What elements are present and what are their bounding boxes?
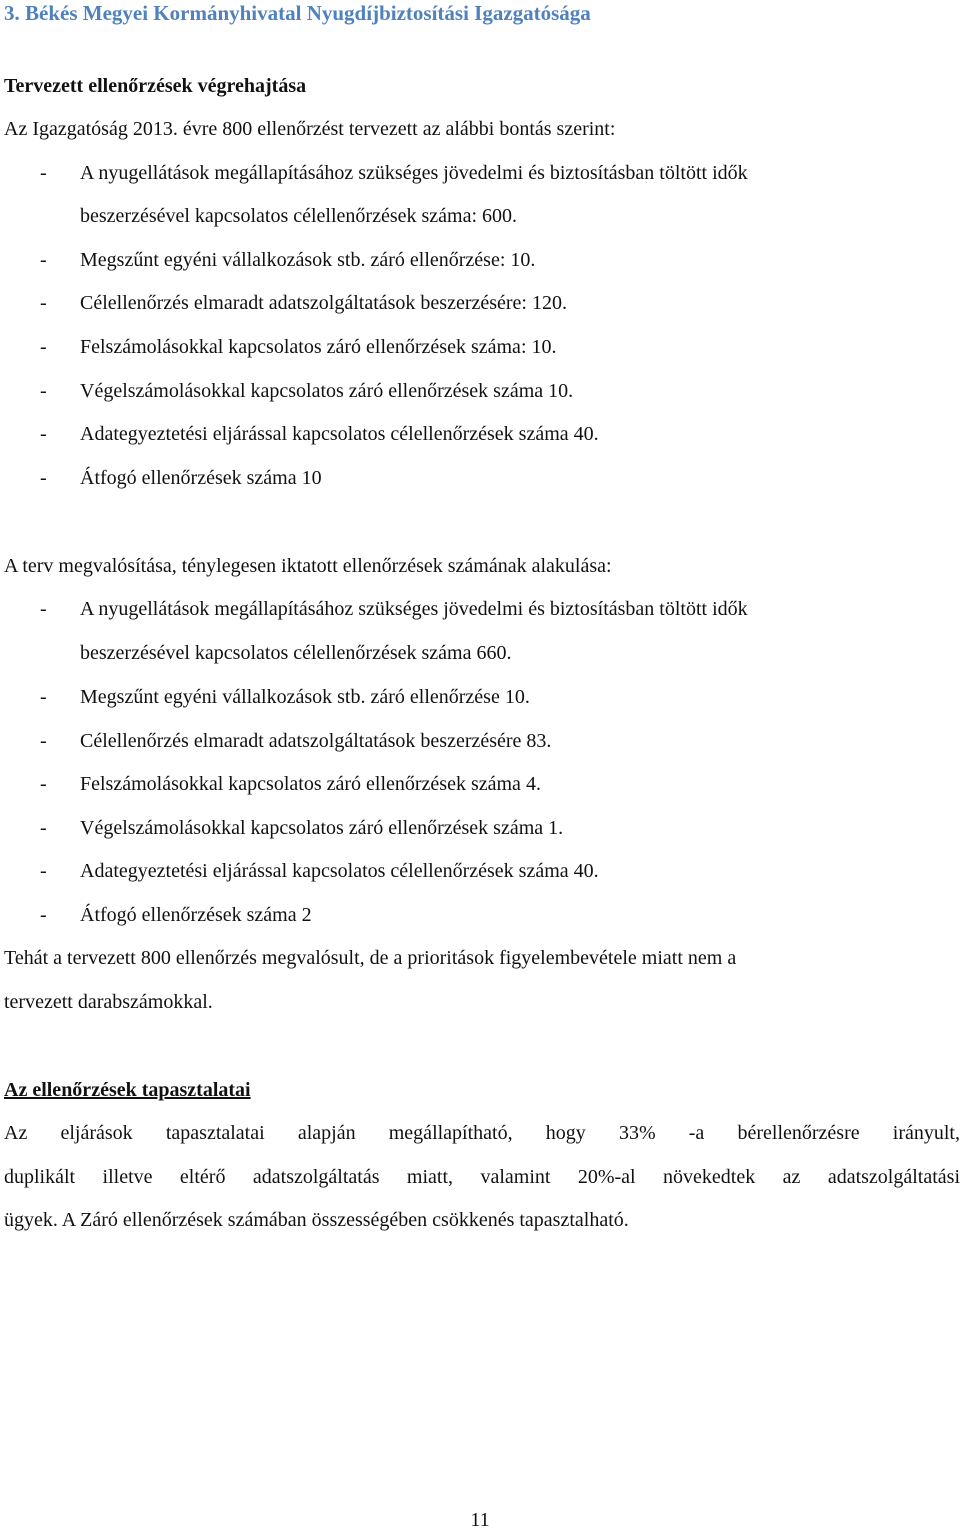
actual-item-3: Célellenőrzés elmaradt adatszolgáltatások beszerzésére 83. bbox=[80, 730, 552, 752]
actual-summary-line-2: tervezett darabszámokkal. bbox=[4, 991, 213, 1013]
list-dash: - bbox=[40, 292, 47, 314]
list-dash: - bbox=[40, 467, 47, 489]
experience-title: Az ellenőrzések tapasztalatai bbox=[4, 1079, 251, 1101]
planned-item-5: Végelszámolásokkal kapcsolatos záró ellenőrzések száma 10. bbox=[80, 380, 574, 402]
list-dash: - bbox=[40, 730, 47, 752]
actual-item-4: Felszámolásokkal kapcsolatos záró ellenőrzések száma 4. bbox=[80, 773, 541, 795]
list-dash: - bbox=[40, 249, 47, 271]
planned-item-1-continuation: beszerzésével kapcsolatos célellenőrzések száma: 600. bbox=[80, 205, 518, 227]
experience-line-1: Az eljárások tapasztalatai alapján megállapítható, hogy 33% -a bérellenőrzésre irányult, bbox=[4, 1122, 960, 1144]
actual-item-2: Megszűnt egyéni vállalkozások stb. záró ellenőrzése 10. bbox=[80, 686, 530, 708]
actual-item-1-continuation: beszerzésével kapcsolatos célellenőrzések száma 660. bbox=[80, 642, 512, 664]
actual-item-6: Adategyeztetési eljárással kapcsolatos célellenőrzések száma 40. bbox=[80, 860, 599, 882]
actual-item-1: A nyugellátások megállapításához szükséges jövedelmi és biztosításban töltött idők bbox=[80, 598, 748, 620]
section-heading: 3. Békés Megyei Kormányhivatal Nyugdíjbiztosítási Igazgatósága bbox=[4, 1, 591, 25]
list-dash: - bbox=[40, 686, 47, 708]
list-dash: - bbox=[40, 773, 47, 795]
planned-title: Tervezett ellenőrzések végrehajtása bbox=[4, 75, 307, 97]
actual-summary-line-1: Tehát a tervezett 800 ellenőrzés megvalósult, de a prioritások figyelembevétele miatt nem a bbox=[4, 947, 737, 969]
list-dash: - bbox=[40, 380, 47, 402]
planned-item-6: Adategyeztetési eljárással kapcsolatos célellenőrzések száma 40. bbox=[80, 423, 599, 445]
planned-item-3: Célellenőrzés elmaradt adatszolgáltatások beszerzésére: 120. bbox=[80, 292, 567, 314]
planned-item-7: Átfogó ellenőrzések száma 10 bbox=[80, 467, 322, 489]
planned-intro: Az Igazgatóság 2013. évre 800 ellenőrzést tervezett az alábbi bontás szerint: bbox=[4, 118, 616, 140]
planned-item-1: A nyugellátások megállapításához szükséges jövedelmi és biztosításban töltött idők bbox=[80, 162, 748, 184]
actual-item-5: Végelszámolásokkal kapcsolatos záró ellenőrzések száma 1. bbox=[80, 817, 564, 839]
experience-line-2: duplikált illetve eltérő adatszolgáltatás miatt, valamint 20%-al növekedtek az adatszolgáltatási bbox=[4, 1166, 960, 1188]
list-dash: - bbox=[40, 598, 47, 620]
experience-line-3: ügyek. A Záró ellenőrzések számában összességében csökkenés tapasztalható. bbox=[4, 1209, 629, 1231]
list-dash: - bbox=[40, 817, 47, 839]
list-dash: - bbox=[40, 860, 47, 882]
planned-item-2: Megszűnt egyéni vállalkozások stb. záró ellenőrzése: 10. bbox=[80, 249, 536, 271]
list-dash: - bbox=[40, 162, 47, 184]
list-dash: - bbox=[40, 423, 47, 445]
actual-intro: A terv megvalósítása, ténylegesen iktatott ellenőrzések számának alakulása: bbox=[4, 555, 612, 577]
actual-item-7: Átfogó ellenőrzések száma 2 bbox=[80, 904, 312, 926]
planned-item-4: Felszámolásokkal kapcsolatos záró ellenőrzések száma: 10. bbox=[80, 336, 557, 358]
list-dash: - bbox=[40, 904, 47, 926]
list-dash: - bbox=[40, 336, 47, 358]
page-number: 11 bbox=[470, 1509, 490, 1531]
